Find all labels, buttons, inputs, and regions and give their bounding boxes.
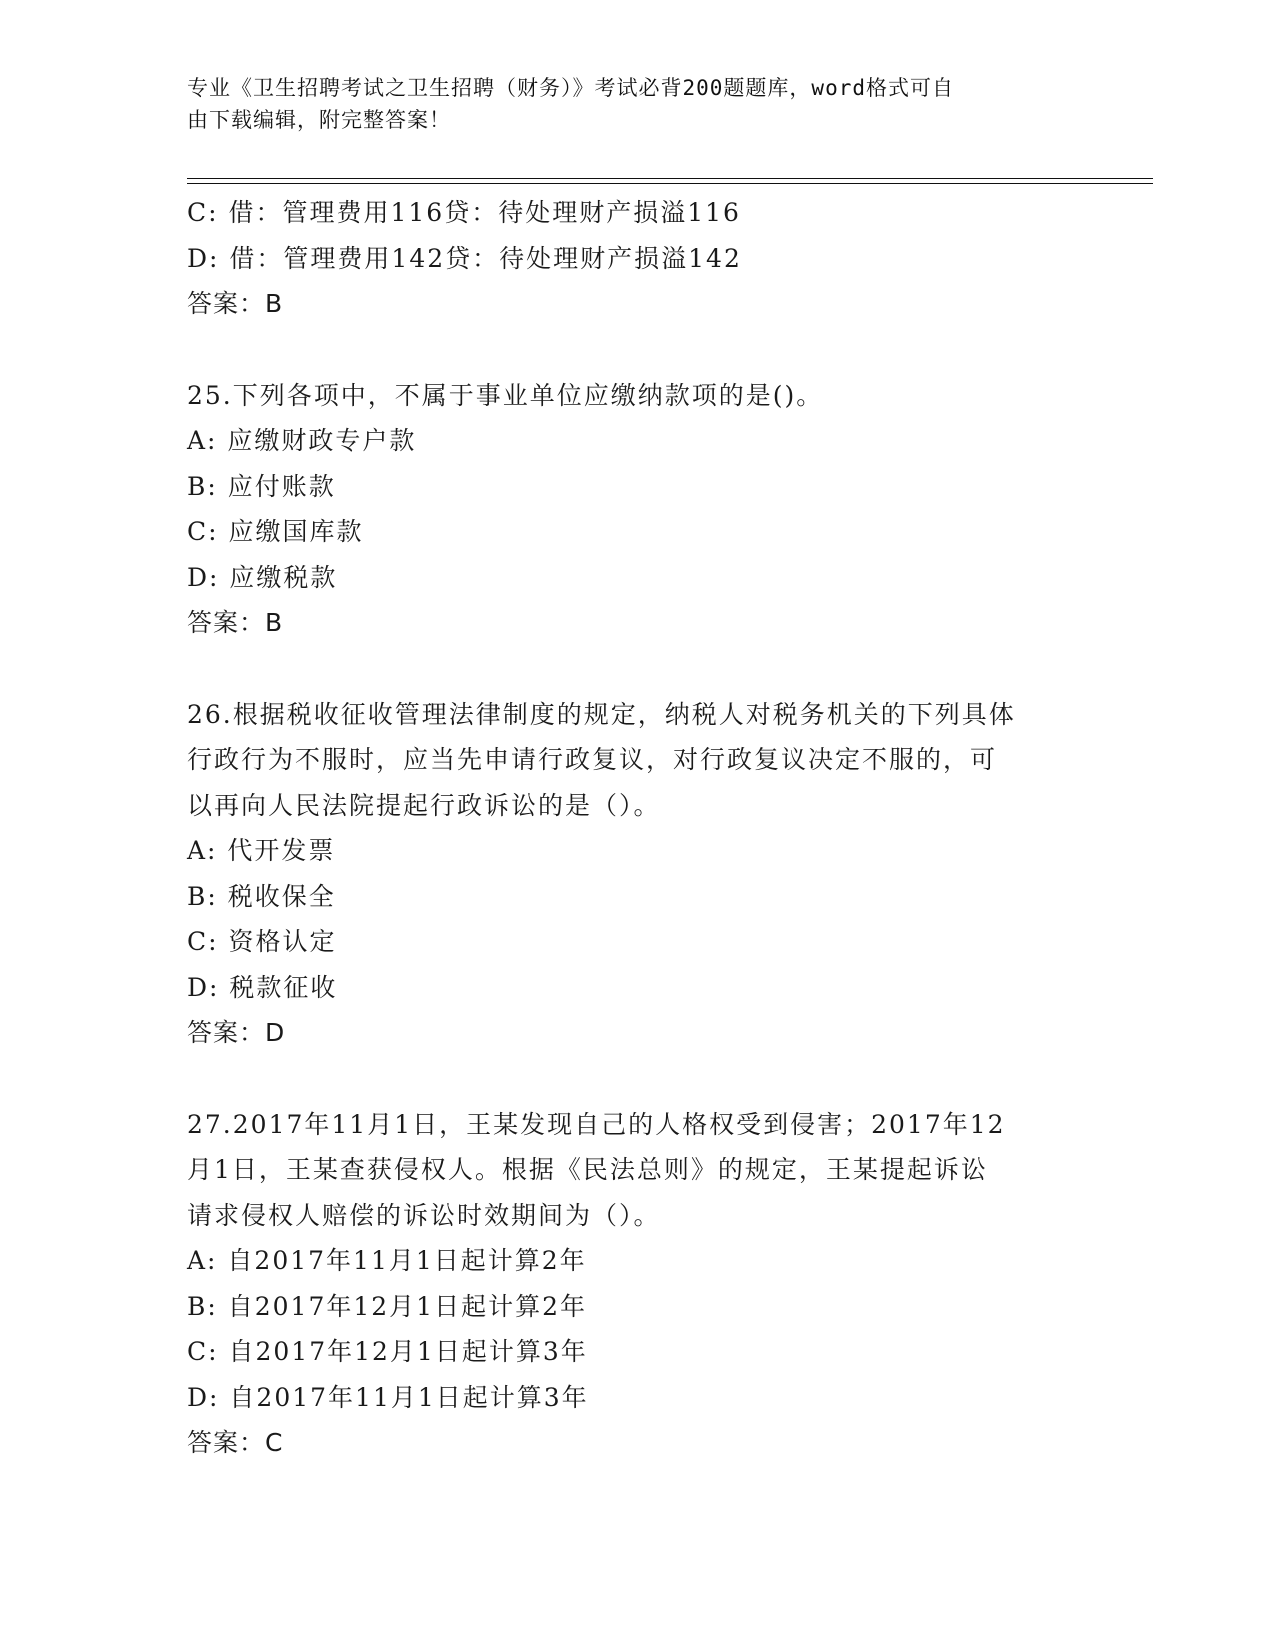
answer-label: 答案：B	[187, 289, 284, 318]
spacer	[187, 327, 1087, 373]
option-d: D: 应缴税款	[187, 562, 338, 592]
question-stem-line-1: 26.根据税收征收管理法律制度的规定，纳税人对税务机关的下列具体	[187, 699, 1016, 729]
document-header	[187, 72, 1067, 136]
option-b: B: 应付账款	[187, 471, 336, 501]
spacer	[187, 646, 1087, 692]
question-stem-line-2: 行政行为不服时，应当先申请行政复议，对行政复议决定不服的，可	[187, 745, 998, 774]
question-stem: 25.下列各项中，不属于事业单位应缴纳款项的是()。	[187, 380, 824, 410]
answer-label: 答案：B	[187, 608, 284, 637]
question-stem-line-3: 请求侵权人赔偿的诉讼时效期间为（）。	[187, 1200, 661, 1230]
header-divider-top	[187, 178, 1153, 179]
question-27	[187, 1102, 1087, 1466]
question-stem-line-1: 27.2017年11月1日，王某发现自己的人格权受到侵害；2017年12	[187, 1109, 1006, 1139]
option-c: C: 应缴国库款	[187, 517, 364, 546]
option-a: A: 自2017年11月1日起计算2年	[187, 1246, 587, 1275]
option-d: D: 税款征收	[187, 972, 338, 1002]
option-b: B: 自2017年12月1日起计算2年	[187, 1291, 587, 1321]
option-c: C: 资格认定	[187, 927, 337, 956]
option-b: B: 税收保全	[187, 881, 336, 911]
question-25	[187, 373, 1087, 646]
option-a: A: 应缴财政专户款	[187, 426, 417, 455]
option-c: C: 自2017年12月1日起计算3年	[187, 1337, 588, 1366]
question-stem-line-3: 以再向人民法院提起行政诉讼的是（）。	[187, 790, 661, 820]
question-26	[187, 692, 1087, 1056]
question-24-continuation	[187, 190, 1087, 327]
header-divider-bottom	[187, 183, 1153, 184]
header-line-2: 由下载编辑，附完整答案！	[187, 108, 451, 132]
answer-label: 答案：C	[187, 1428, 284, 1457]
option-a: A: 代开发票	[187, 836, 336, 865]
option-d: D: 自2017年11月1日起计算3年	[187, 1382, 589, 1412]
option-d: D: 借：管理费用142贷：待处理财产损溢142	[187, 243, 742, 273]
option-c: C: 借：管理费用116贷：待处理财产损溢116	[187, 198, 741, 227]
header-line-1: 专业《卫生招聘考试之卫生招聘（财务）》考试必背200题题库，word格式可自	[187, 76, 954, 100]
question-stem-line-2: 月1日，王某查获侵权人。根据《民法总则》的规定，王某提起诉讼	[187, 1155, 988, 1184]
question-content	[187, 190, 1087, 1466]
answer-label: 答案：D	[187, 1018, 286, 1047]
spacer	[187, 1056, 1087, 1102]
